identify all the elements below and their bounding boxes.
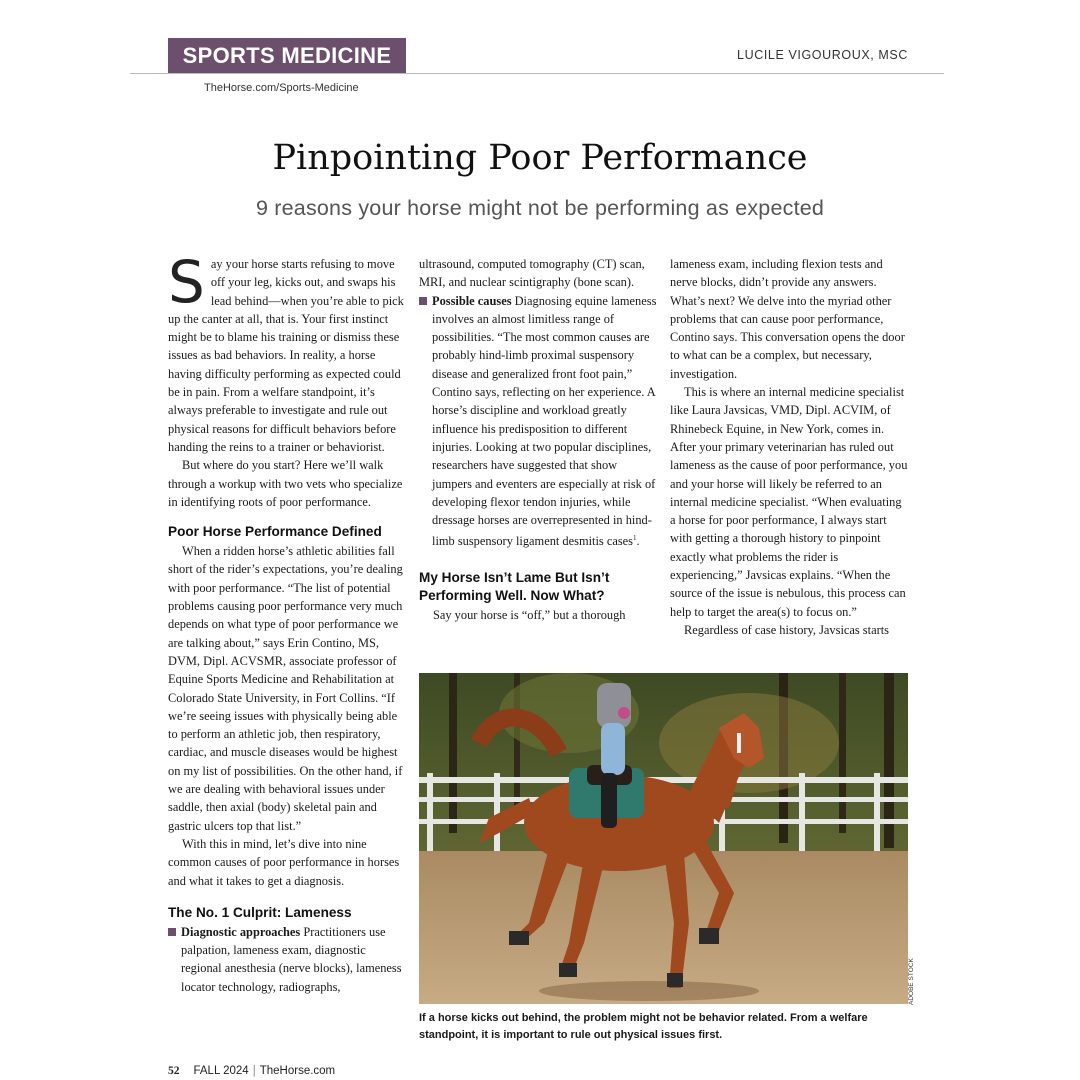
horse-photo — [419, 673, 908, 1004]
paragraph: With this in mind, let’s dive into nine common causes of poor performance in horses and what it takes to get a diagnosis. — [168, 836, 400, 888]
paragraph-continued: lameness exam, including flexion tests and nerve blocks, didn’t provide any answers. What’s next? We delve into the myriad other problems that can cause poor performance, Contino says. This conversation opens the door to what can be a complex, but necessary, investigation. — [670, 257, 905, 381]
section-url: TheHorse.com/Sports-Medicine — [204, 82, 359, 94]
page-footer — [168, 1065, 335, 1077]
section-tag: SPORTS MEDICINE — [168, 38, 406, 73]
bullet-square-icon — [419, 297, 427, 305]
paragraph-continued: ultrasound, computed tomography (CT) scan, MRI, and nuclear scintigraphy (bone scan). — [419, 257, 645, 290]
issue-label: FALL 2024 — [193, 1065, 249, 1077]
subheading-lameness: The No. 1 Culprit: Lameness — [168, 904, 352, 920]
paragraph: But where do you start? Here we’ll walk through a workup with two vets who specialize in identifying roots of poor performance. — [168, 458, 403, 509]
horse-illustration — [419, 673, 908, 1004]
article-subtitle: 9 reasons your horse might not be performing as expected — [255, 196, 825, 220]
paragraph: This is where an internal medicine specialist like Laura Javsicas, VMD, Dipl. ACVIM, of Rhinebeck Equine, in New York, comes in. After your primary veterinarian has ruled out lameness as the cause of poor performance, you and your horse will likely be referred to an internal medicine specialist. “When evaluating a horse for poor performance, I always start with getting a thorough history to pinpoint exactly what problems the rider is experiencing,” Javsicas explains. “When the source of the issue is nebulous, this process can help to target the area(s) to focus on.” — [670, 385, 908, 619]
paragraph: Regardless of case history, Javsicas starts — [684, 622, 889, 637]
article-column-2 — [419, 255, 657, 624]
paragraph: When a ridden horse’s athletic abilities fall short of the rider’s expectations, you’re dealing with poor performance. “The list of potential problems causing poor performance very much depends on what type of poor performance we are talking about,” says Erin Contino, MS, DVM, Dipl. ACVSMR, associate professor of Equine Sports Medicine and Rehabilitation at Colorado State University, in Fort Collins. “If we’re seeing issues with physically being able to perform an athletic job, then respiratory, cardiac, and muscle diseases would be highest on my list of possibilities. On the other hand, if we are dealing with behavioral issues under saddle, then axial (body) skeletal pain and gastric ulcers top that list.” — [168, 544, 403, 833]
bullet-text-end: . — [636, 534, 640, 549]
paragraph: Say your horse is “off,” but a thorough — [433, 607, 626, 622]
bullet-square-icon — [168, 928, 176, 936]
subheading-not-lame: My Horse Isn’t Lame But Isn’t Performing Well. Now What? — [419, 569, 610, 603]
subheading-poor-performance-defined: Poor Horse Performance Defined — [168, 524, 382, 540]
article-title: Pinpointing Poor Performance — [272, 138, 808, 178]
author-byline: LUCILE VIGOUROUX, MSC — [737, 48, 908, 62]
article-column-1 — [168, 248, 405, 996]
bullet-text: Practitioners use palpation, lameness exam, diagnostic regional anesthesia (nerve blocks), lameness locator technology, radiographs, — [181, 924, 402, 994]
photo-caption: If a horse kicks out behind, the problem might not be behavior related. From a welfare standpoint, it is important to rule out physical issues first. — [419, 1012, 868, 1041]
intro-text: ay your horse starts refusing to move off your leg, kicks out, and swaps his lead behind—when you’re able to pick up the canter at all, that is. Your first instinct might be to blame his training or dismiss these issues as bad behaviors. In reality, a horse having difficulty performing as expected could be in pain. From a welfare standpoint, it’s always preferable to investigate and rule out physical reasons for difficult behaviors before handing the reins to a trainer or behaviorist. — [168, 257, 404, 454]
article-column-3 — [670, 255, 908, 639]
footer-site: TheHorse.com — [259, 1065, 336, 1077]
bullet-lead: Diagnostic approaches — [181, 924, 301, 939]
bullet-text: Diagnosing equine lameness involves an almost limitless range of possibilities. “The most common causes are probably hind-limb proximal suspensory disease and generalized front foot pain,” Contino says, reflecting on her experience. A horse’s discipline and workload greatly influence his predisposition to different injuries. Looking at two popular disciplines, researchers have suggested that show jumpers and eventers are especially at risk of developing flexor tendon injuries, while dressage horses are overrepresented in hind-limb suspensory ligament desmitis cases — [432, 293, 657, 549]
bullet-possible-causes — [419, 292, 657, 551]
drop-cap: S — [168, 248, 205, 316]
page-number: 52 — [168, 1065, 180, 1077]
bullet-diagnostic-approaches — [168, 923, 405, 996]
footer-separator: | — [252, 1065, 256, 1077]
photo-credit: ADOBE STOCK — [908, 958, 915, 1005]
footnote-ref: 1 — [632, 534, 637, 543]
header-divider — [130, 73, 944, 74]
intro-paragraph — [168, 248, 405, 456]
bullet-lead: Possible causes — [432, 293, 512, 308]
